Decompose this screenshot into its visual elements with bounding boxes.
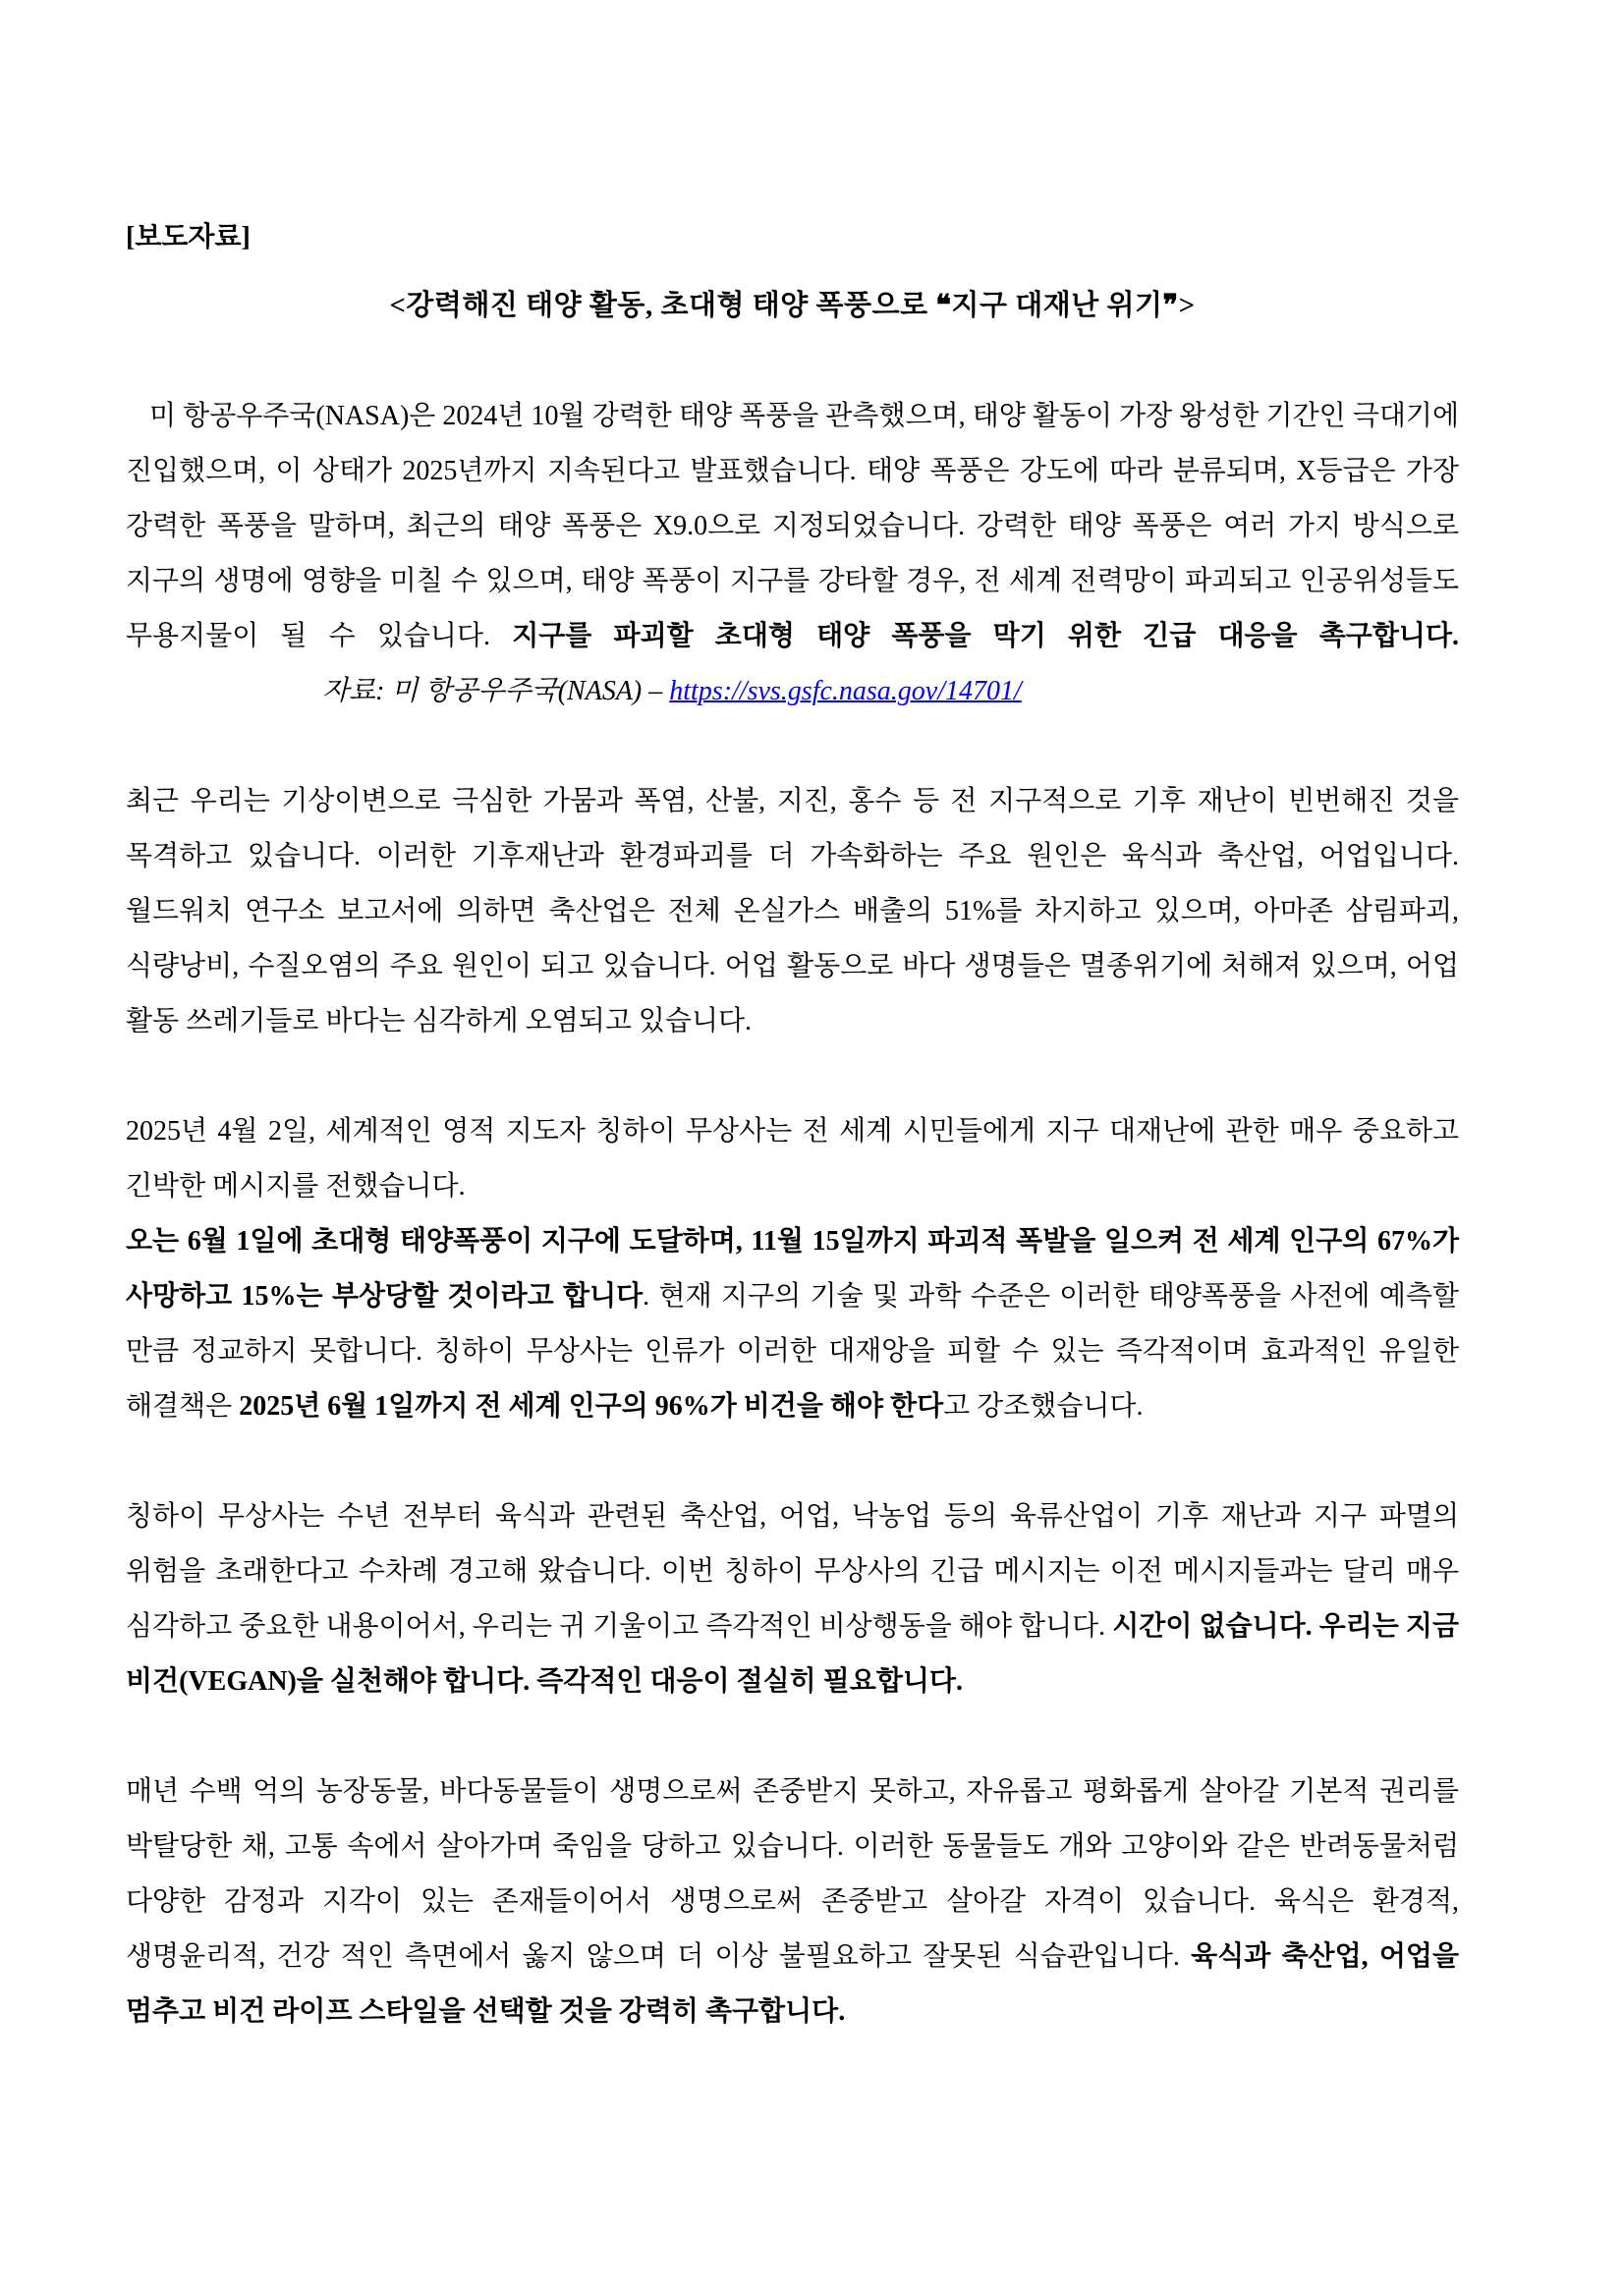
page-title: <강력해진 태양 활동, 초대형 태양 폭풍으로 ❝지구 대재난 위기❞> bbox=[389, 290, 1196, 321]
text-run: 육식과 축산업, 어업을 멈추고 비건 라이프 스타일을 선택할 것을 강력히 촉구합니다. bbox=[126, 1941, 1460, 2027]
text-run: 자료: 미 항공우주국(NASA) – bbox=[322, 676, 670, 706]
source-link[interactable]: https://svs.gsfc.nasa.gov/14701/ bbox=[669, 676, 1022, 706]
document-body bbox=[126, 389, 1459, 2040]
paragraph bbox=[126, 1489, 1459, 1709]
text-run: 미 항공우주국(NASA)은 2024년 10월 강력한 태양 폭풍을 관측했으며, 태양 활동이 가장 왕성한 기간인 극대기에 진입했으며, 이 상태가 2025년까지 지속된다고 발표했습니다. 태양 폭풍은 강도에 따라 분류되며, X등급은 가장 강력한 폭풍을 말하며, 최근의 태양 폭풍은 X9.0으로 지정되었습니다. 강력한 태양 폭풍은 여러 가지 방식으로 지구의 생명에 영향을 미칠 수 있으며, 태양 폭풍이 지구를 강타할 경우, 전 세계 전력망이 파괴되고 인공위성들도 무용지물이 될 수 있습니다. bbox=[126, 401, 1459, 651]
doc-type-label: [보도자료] bbox=[126, 222, 251, 252]
text-run: 고 강조했습니다. bbox=[943, 1391, 1144, 1422]
text-run: 시간이 없습니다. 우리는 지금 비건(VEGAN)을 실천해야 합니다. 즉각적인 대응이 절실히 필요합니다. bbox=[126, 1611, 1460, 1697]
text-run: 지구를 파괴할 초대형 태양 폭풍을 막기 위한 긴급 대응을 촉구합니다. bbox=[512, 621, 1459, 651]
text-run: 2025년 6월 1일까지 전 세계 인구의 96%가 비건을 해야 한다 bbox=[239, 1391, 944, 1422]
text-run: 2025년 4월 2일, 세계적인 영적 지도자 칭하이 무상사는 전 세계 시민들에게 지구 대재난에 관한 매우 중요하고 긴박한 메시지를 전했습니다. bbox=[126, 1116, 1459, 1202]
text-run: 칭하이 무상사는 수년 전부터 육식과 관련된 축산업, 어업, 낙농업 등의 육류산업이 기후 재난과 지구 파멸의 위험을 초래한다고 수차례 경고해 왔습니다. 이번 칭하이 무상사의 긴급 메시지는 이전 메시지들과는 달리 매우 심각하고 중요한 내용이어서, 우리는 귀 기울이고 즉각적인 비상행동을 해야 합니다. bbox=[126, 1501, 1459, 1642]
paragraph bbox=[126, 1764, 1459, 2040]
text-run: . 현재 지구의 기술 및 과학 수준은 이러한 태양폭풍을 사전에 예측할 만큼 정교하지 못합니다. 칭하이 무상사는 인류가 이러한 대재앙을 피할 수 있는 즉각적이며 효과적인 유일한 해결책은 bbox=[126, 1281, 1459, 1422]
text-run: 최근 우리는 기상이변으로 극심한 가뭄과 폭염, 산불, 지진, 홍수 등 전 지구적으로 기후 재난이 빈번해진 것을 목격하고 있습니다. 이러한 기후재난과 환경파괴를 더 가속화하는 주요 원인은 육식과 축산업, 어업입니다. 월드워치 연구소 보고서에 의하면 축산업은 전체 온실가스 배출의 51%를 차지하고 있으며, 아마존 삼림파괴, 식량낭비, 수질오염의 주요 원인이 되고 있습니다. 어업 활동으로 바다 생명들은 멸종위기에 처해져 있으며, 어업 활동 쓰레기들로 바다는 심각하게 오염되고 있습니다. bbox=[126, 786, 1459, 1036]
paragraph bbox=[126, 389, 1459, 719]
paragraph bbox=[126, 774, 1459, 1049]
text-run: 오는 6월 1일에 초대형 태양폭풍이 지구에 도달하며, 11월 15일까지 파괴적 폭발을 일으켜 전 세계 인구의 67%가 사망하고 15%는 부상당할 것이라고 합니다 bbox=[126, 1226, 1459, 1312]
paragraph bbox=[126, 1104, 1459, 1434]
text-run: 매년 수백 억의 농장동물, 바다동물들이 생명으로써 존중받지 못하고, 자유롭고 평화롭게 살아갈 기본적 권리를 박탈당한 채, 고통 속에서 살아가며 죽임을 당하고 있습니다. 이러한 동물들도 개와 고양이와 같은 반려동물처럼 다양한 감정과 지각이 있는 존재들이어서 생명으로써 존중받고 살아갈 자격이 있습니다. 육식은 환경적, 생명윤리적, 건강 적인 측면에서 옳지 않으며 더 이상 불필요하고 잘못된 식습관입니다. bbox=[126, 1776, 1459, 1972]
